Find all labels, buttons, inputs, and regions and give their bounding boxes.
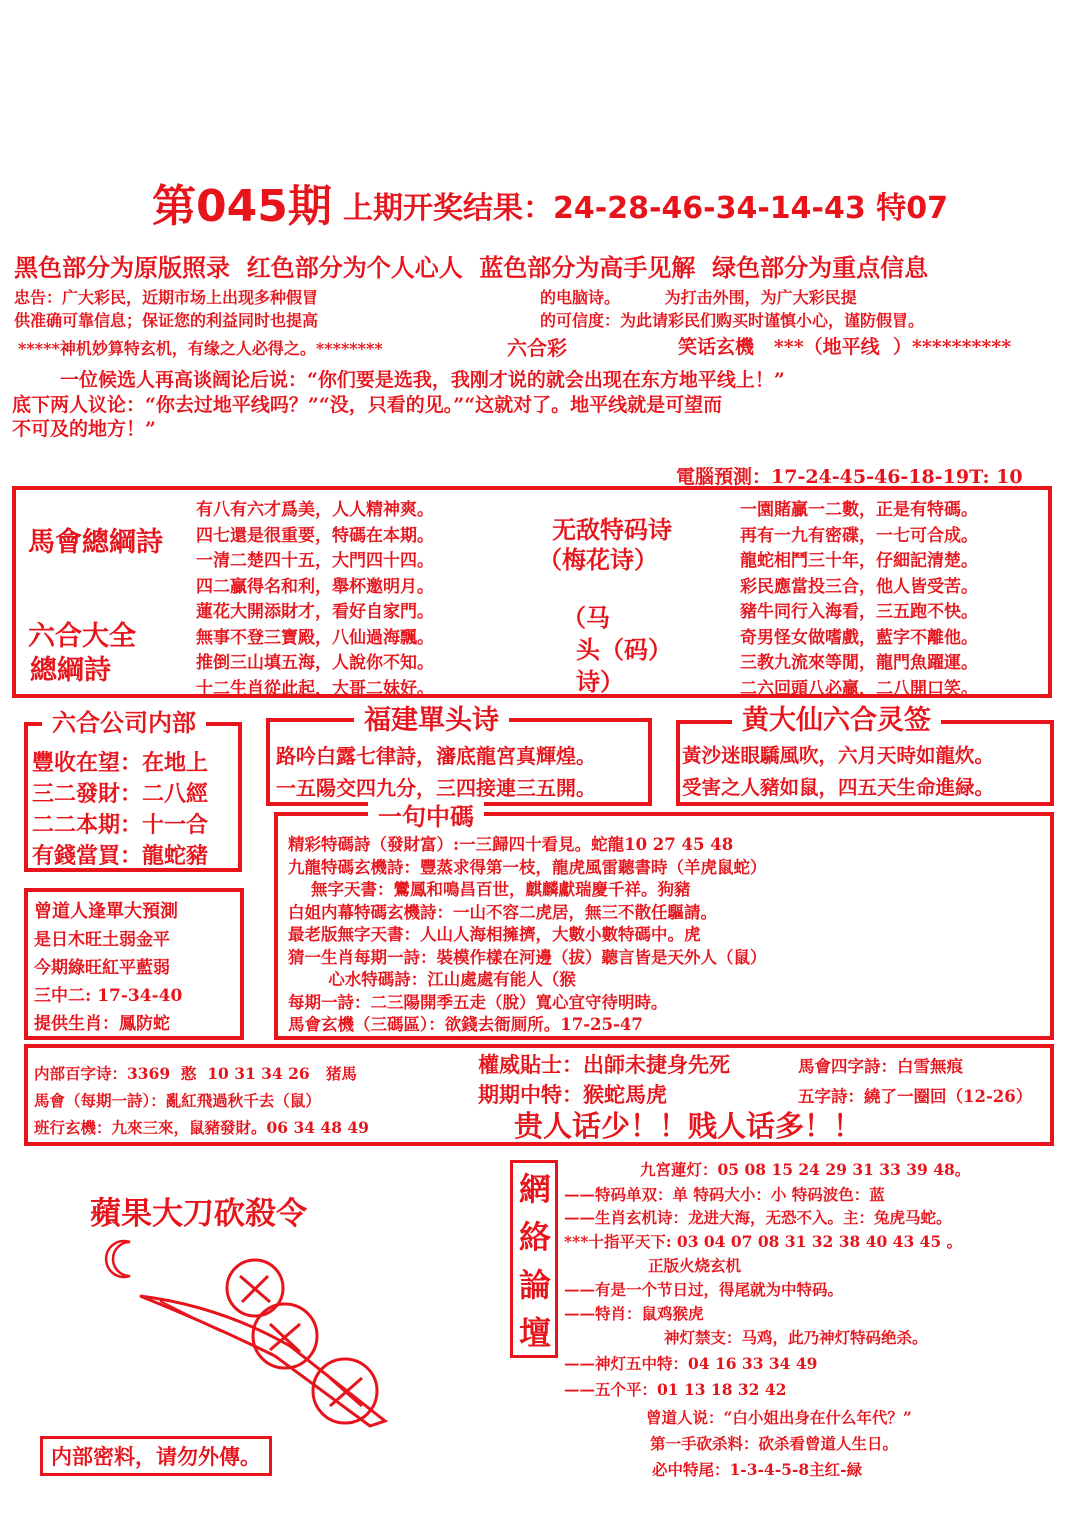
joke-header-left: *****神机妙算特玄机，有缘之人必得之。******** xyxy=(18,339,383,358)
forum-line: ——生肖玄机诗：龙进大海，无恐不入。主：兔虎马蛇。 xyxy=(564,1208,952,1227)
forum-line: 必中特尾：1-3-4-5-8主红-緑 xyxy=(652,1460,863,1479)
apple-footer: 内部密料，请勿外傳。 xyxy=(40,1436,272,1476)
knife-illustration xyxy=(100,1236,400,1436)
wongtaisin-line: 黃沙迷眼驕風吹，六月天時如龍炊。 xyxy=(682,744,995,767)
insider-line: 豐收在望：在地上 xyxy=(32,750,209,776)
computer-prediction: 電腦預測：17-24-45-46-18-19T: 10 xyxy=(676,466,1023,488)
poem-title-liuhe-1: 六合大全 xyxy=(28,621,136,652)
poem-line: 十二生肖從此起，大哥二妹好。 xyxy=(196,678,434,699)
tips-box xyxy=(24,1044,1054,1146)
tips-right-line: 馬會四字詩：白雪無痕 xyxy=(798,1057,963,1076)
tips-mid-line: 期期中特：猴蛇馬虎 xyxy=(478,1082,667,1107)
poem-title-mahui: 馬會總綱詩 xyxy=(28,527,163,558)
forum-line: ***十指平天下: 03 04 07 08 31 32 38 40 43 45 。 xyxy=(564,1232,963,1251)
one-code-box xyxy=(274,802,1054,1040)
forum-line: ——有是一个节日过，得尾就为中特码。 xyxy=(564,1280,844,1299)
one-code-line: 馬會玄機（三碼區）：欲錢去衙厠所。17-25-47 xyxy=(288,1015,643,1034)
zeng-lines xyxy=(34,898,182,1038)
tips-left-line: 班行玄機：九來三來，鼠豬發財。06 34 48 49 xyxy=(34,1118,369,1137)
forum-title-char: 壇 xyxy=(519,1314,552,1352)
zeng-line: 是日木旺土弱金平 xyxy=(34,930,170,950)
zeng-line: 提供生肖：鳳防蛇 xyxy=(34,1014,170,1034)
tips-left-line: 内部百字诗：3369 憨 10 31 34 26 猪馬 xyxy=(34,1064,357,1083)
poem-title-meihua: （梅花诗） xyxy=(538,545,658,574)
tips-right xyxy=(798,1052,1032,1112)
wongtaisin-title: 黄大仙六合灵签 xyxy=(732,706,941,736)
poem-line: 無事不登三寶殿，八仙過海飄。 xyxy=(196,627,434,648)
tips-left xyxy=(34,1060,369,1141)
poem-line: 四二贏得名和利，舉杯邀明月。 xyxy=(196,576,434,597)
joke-line-3: 不可及的地方！” xyxy=(12,418,156,440)
tips-mid-line: 權威貼士：出師未捷身先死 xyxy=(478,1052,730,1077)
color-legend: 黑色部分为原版照录 红色部分为个人心人 蓝色部分为高手见解 绿色部分为重点信息 xyxy=(14,253,929,282)
poem-title-wudi: 无敌特码诗 xyxy=(552,515,672,544)
poem-title-matou-1: （马 xyxy=(562,603,610,632)
joke-header-mid: 六合彩 xyxy=(507,336,567,360)
poem-title-liuhe-2: 總綱詩 xyxy=(30,655,111,686)
poem-line: 蓮花大開添財才，看好自家門。 xyxy=(196,602,434,622)
wongtaisin-lines xyxy=(682,740,994,804)
result-label: 上期开奖结果： xyxy=(343,191,553,226)
wongtaisin-box xyxy=(676,705,1054,806)
tips-mid xyxy=(478,1050,730,1110)
moon-icon xyxy=(106,1241,130,1277)
tips-slogan: 贵人话少！！贱人话多！！ xyxy=(514,1109,863,1143)
poem-line: 二六回頭八必贏，二八開口笑。 xyxy=(740,678,978,699)
poem-line: 彩民應當投三合，他人皆受苦。 xyxy=(740,576,978,597)
apple-title: 蘋果大刀砍殺令 xyxy=(90,1196,307,1232)
poem-line: 推倒三山填五海，人說你不知。 xyxy=(196,653,434,673)
tips-right-line: 五字詩：繞了一圈回（12-26） xyxy=(798,1087,1033,1106)
forum-line: 曾道人说：“白小姐出身在什么年代？” xyxy=(646,1408,912,1427)
fujian-lines xyxy=(276,740,596,804)
poem-line: 一園賭贏一二數，正是有特碼。 xyxy=(740,500,978,520)
one-code-line: 白姐内幕特碼玄機詩：一山不容二虎居，無三不散任驅請。 xyxy=(288,902,717,922)
poem-line: 豬牛同行入海看，三五跑不快。 xyxy=(740,602,978,622)
poem-line: 一清二楚四十五，大門四十四。 xyxy=(196,551,434,571)
forum-line: 正版火烧玄机 xyxy=(648,1256,742,1275)
forum-line: 神灯禁支：马鸡，此乃神灯特码绝杀。 xyxy=(664,1328,928,1347)
poem-title-matou-2: 头（码） xyxy=(576,635,672,664)
notice-line-2-left: 供准确可靠信息；保证您的利益同时也提高 xyxy=(14,311,319,330)
poem-column-2 xyxy=(740,498,978,702)
one-code-lines xyxy=(288,834,767,1037)
forum-title-char: 絡 xyxy=(519,1218,552,1256)
one-code-line: 最老版無字天書：人山人海相擁擠，大數小數特碼中。虎 xyxy=(288,925,701,944)
issue-number: 第045期 xyxy=(152,181,332,232)
result-numbers: 24-28-46-34-14-43 xyxy=(553,191,866,226)
one-code-line: 每期一詩：二三陽開季五走（脫）寬心宜守待明時。 xyxy=(288,992,668,1012)
one-code-line: 猜一生肖每期一詩：裝模作樣在河邊（拔）聽言皆是天外人（鼠） xyxy=(288,947,767,967)
special-number: 特07 xyxy=(876,191,948,226)
insider-box xyxy=(24,708,242,872)
one-code-line: 九龍特碼玄機詩：豐蒸求得第一枝，龍虎風雷聽書時（羊虎鼠蛇） xyxy=(288,857,767,877)
poems-box xyxy=(12,486,1052,698)
poem-line: 再有一九有密碟，一七可合成。 xyxy=(740,525,978,546)
one-code-line: 精彩特碼詩（發財富）:一三歸四十看見。蛇龍10 27 45 48 xyxy=(288,835,734,854)
one-code-line: 心水特碼詩：江山處處有能人（猴 xyxy=(288,970,576,989)
poem-title-matou-3: 诗） xyxy=(576,667,624,696)
forum-vertical-title xyxy=(510,1160,558,1358)
poem-line: 四七還是很重要，特碼在本期。 xyxy=(196,525,434,546)
forum-line: 第一手砍杀料：砍杀看曾道人生日。 xyxy=(650,1434,899,1453)
insider-lines xyxy=(32,748,208,872)
forum-title-char: 論 xyxy=(519,1266,552,1304)
forum-line: ——五个平：01 13 18 32 42 xyxy=(564,1380,787,1399)
notice-line-1-left: 忠告：广大彩民，近期市场上出现多种假冒 xyxy=(14,288,319,307)
forum-title-char: 網 xyxy=(519,1170,552,1208)
fujian-title: 福建單头诗 xyxy=(354,706,509,736)
forum-line: ——神灯五中特：04 16 33 34 49 xyxy=(564,1354,818,1373)
forum-title-chars xyxy=(519,1165,551,1357)
poem-column-1 xyxy=(196,498,434,702)
wongtaisin-line: 受害之人豬如鼠，四五天生命進緑。 xyxy=(682,776,995,799)
fujian-line: 一五陽交四九分，三四接連三五開。 xyxy=(276,776,596,800)
fujian-box xyxy=(266,705,652,806)
zeng-prediction-box xyxy=(24,888,244,1040)
insider-line: 二二本期：十一合 xyxy=(32,812,209,838)
result-row xyxy=(343,183,948,227)
notice-line-1-right: 的电脑诗。 为打击外围，为广大彩民提 xyxy=(540,288,857,307)
poem-line: 有八有六才爲美，人人精神爽。 xyxy=(196,500,434,520)
forum-line: ——特肖：鼠鸡猴虎 xyxy=(564,1304,704,1323)
poem-line: 三教九流來等閒，龍門魚躍運。 xyxy=(740,653,978,673)
zeng-title: 曾道人逢單大預測 xyxy=(34,901,178,922)
poem-line: 龍蛇相鬥三十年，仔細記清楚。 xyxy=(740,551,978,571)
forum-line: ——特码单双：单 特码大小：小 特码波色：蓝 xyxy=(564,1185,885,1204)
zeng-line: 今期綠旺紅平藍弱 xyxy=(34,958,170,978)
tips-left-line: 馬會（每期一詩）：亂紅飛過秋千去（鼠） xyxy=(34,1091,321,1110)
notice-line-2-right: 的可信度：为此请彩民们购买时谨慎小心，谨防假冒。 xyxy=(540,311,925,330)
poem-line: 奇男怪女做嗜戲，藍字不離他。 xyxy=(740,627,978,648)
insider-line: 三二發財：二八經 xyxy=(32,781,209,807)
one-code-title: 一句中碼 xyxy=(368,802,484,832)
insider-title: 六合公司内部 xyxy=(42,708,206,738)
joke-header-right: 笑话玄機 ***（地平线 ）********** xyxy=(678,336,1012,358)
fujian-line: 路吟白露七律詩，瀋底龍宮真輝煌。 xyxy=(276,744,596,768)
insider-line: 有錢當買：龍蛇豬 xyxy=(32,843,209,869)
one-code-line: 無字天書：鸞鳳和鳴昌百世，麒麟獻瑞慶千祥。狗豬 xyxy=(288,880,691,899)
forum-line: 九宮蓮灯：05 08 15 24 29 31 33 39 48。 xyxy=(640,1160,971,1179)
joke-line-1: 一位候选人再高谈阔论后说：“你们要是选我，我刚才说的就会出现在东方地平线上！” xyxy=(60,369,785,391)
zeng-line: 三中二: 17-34-40 xyxy=(34,986,183,1006)
joke-line-2: 底下两人议论：“你去过地平线吗？”“没，只看的见。”“这就对了。地平线就是可望而 xyxy=(12,394,723,416)
